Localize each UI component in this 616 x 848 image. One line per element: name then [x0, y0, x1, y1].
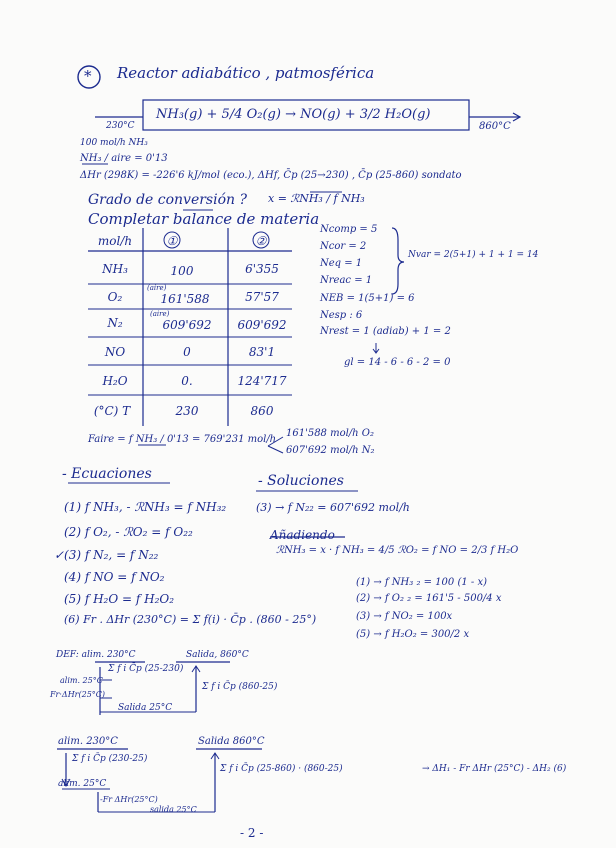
- faire-formula: Faire = f NH₃ / 0'13 = 769'231 mol/h: [88, 434, 277, 445]
- table-cell: 230: [175, 404, 199, 418]
- diagram1-feed-label: DEF: alim. 230°C: [56, 650, 136, 660]
- page-title: Reactor adiabático , patmosférica: [117, 64, 375, 82]
- dof-ncomp: Ncomp = 5: [320, 224, 378, 235]
- table-cell: 6'355: [245, 262, 279, 276]
- table-row-label: NO: [104, 345, 126, 359]
- dof-gl: gl = 14 - 6 - 6 - 2 = 0: [344, 357, 451, 368]
- diagram2-sum-left: Σ f i C̄p (230-25): [72, 754, 148, 764]
- table-cell-note: (aire): [150, 310, 170, 318]
- feed-spec: 100 mol/h NH₃: [80, 138, 148, 148]
- title-asterisk: *: [84, 67, 92, 85]
- soluciones-heading: - Soluciones: [258, 473, 344, 489]
- diagram1-bottom: Salida 25°C: [118, 703, 173, 713]
- equation-item: (1) f NH₃, - ℛNH₃ = f NH₃₂: [64, 500, 227, 514]
- table-cell: 161'588: [160, 292, 210, 306]
- diagram2-fr: -Fr ΔHr(25°C): [100, 795, 158, 804]
- table-row-label: N₂: [107, 316, 123, 330]
- diagram2-outlet-label: Salida 860°C: [198, 736, 265, 747]
- solution-line: (5) → f H₂O₂ = 300/2 x: [356, 629, 470, 640]
- diagram1-sum-right: Σ f i C̄p (860-25): [202, 682, 278, 692]
- faire-n2: 607'692 mol/h N₂: [286, 445, 375, 456]
- equation-item: (5) f H₂O = f H₂O₂: [64, 592, 175, 606]
- equation-item: (4) f NO = f NO₂: [64, 570, 165, 584]
- equation-item: ✓(3) f N₂, = f N₂₂: [54, 548, 159, 562]
- table-cell: 124'717: [237, 374, 287, 388]
- table-cell: 100: [170, 264, 194, 278]
- solution-line: (1) → f NH₃ ₂ = 100 (1 - x): [356, 577, 487, 588]
- table-row-label: NH₃: [102, 262, 128, 276]
- solution-n2: (3) → f N₂₂ = 607'692 mol/h: [256, 501, 410, 514]
- diagram1-sum-left: Σ f i C̄p (25-230): [108, 664, 184, 674]
- complete-balance: Completar balance de materia: [88, 210, 320, 228]
- dof-neb: NEB = 1(5+1) = 6: [320, 293, 415, 304]
- table-header-unit: mol/h: [97, 234, 133, 248]
- diagram2-feed-label: alim. 230°C: [58, 736, 118, 747]
- diagram2-sum-right: Σ f i C̄p (25-860) · (860-25): [220, 764, 343, 774]
- dof-ncor: Ncor = 2: [320, 241, 367, 252]
- dof-nreac: Nreac = 1: [320, 275, 373, 286]
- diagram1-fr: Fr·ΔHr(25°C): [50, 690, 106, 699]
- equation-item: (6) Fr . ΔHr (230°C) = Σ f(i) · C̄p . (860 - 25°): [64, 613, 317, 626]
- reaction-relation: ℛNH₃ = x · f NH₃ = 4/5 ℛO₂ = f NO = 2/3 f H₂O: [276, 545, 519, 556]
- table-cell: 860: [250, 404, 274, 418]
- enthalpy-data: ΔHr (298K) = -226'6 kJ/mol (eco.), ΔHf, C̄p (25→230) , C̄p (25-860) sondato: [80, 170, 462, 181]
- dof-neq: Neq = 1: [320, 258, 363, 269]
- dof-nvar: Nvar = 2(5+1) + 1 + 1 = 14: [408, 250, 539, 260]
- struck-word: Añadiendo: [270, 528, 335, 542]
- diagram2-alim25: alim. 25°C: [58, 779, 107, 789]
- solution-line: (2) → f O₂ ₂ = 161'5 - 500/4 x: [356, 593, 502, 604]
- air-ratio: NH₃ / aire = 0'13: [80, 153, 168, 164]
- diagram2-bottom: salida 25°C: [150, 805, 197, 814]
- diagram1-outlet-label: Salida, 860°C: [186, 650, 249, 660]
- outlet-temp: 860°C: [479, 121, 511, 132]
- table-row-label: (°C) T: [93, 404, 131, 418]
- solution-line: (3) → f NO₂ = 100x: [356, 611, 453, 622]
- dof-nesp: Nesp : 6: [320, 310, 363, 321]
- equation-item: (2) f O₂, - ℛO₂ = f O₂₂: [64, 525, 193, 539]
- diagram2-tail: → ΔH₁ - Fr ΔHr (25°C) - ΔH₂ (6): [422, 764, 567, 774]
- conversion-formula: x = ℛNH₃ / f NH₃: [268, 192, 365, 205]
- table-row-label: H₂O: [102, 374, 128, 388]
- conversion-question: Grado de conversión ?: [88, 192, 247, 208]
- page-number: - 2 -: [240, 826, 264, 840]
- table-cell-note: (aire): [147, 284, 167, 292]
- table-cell: 609'692: [162, 318, 212, 332]
- table-cell: 0.: [181, 374, 193, 388]
- table-row-label: O₂: [107, 290, 123, 304]
- table-cell: 57'57: [245, 290, 279, 304]
- table-header-stream-2: ②: [255, 234, 267, 248]
- faire-o2: 161'588 mol/h O₂: [286, 428, 374, 439]
- table-cell: 609'692: [237, 318, 287, 332]
- diagram1-alim25: alim. 25°C: [60, 676, 103, 685]
- dof-nrest: Nrest = 1 (adiab) + 1 = 2: [320, 326, 451, 337]
- table-cell: 83'1: [248, 345, 276, 359]
- ecuaciones-heading: - Ecuaciones: [62, 466, 152, 482]
- table-cell: 0: [183, 345, 191, 359]
- table-header-stream-1: ①: [166, 234, 178, 248]
- inlet-temp: 230°C: [106, 121, 135, 131]
- reaction-equation: NH₃(g) + 5/4 O₂(g) → NO(g) + 3/2 H₂O(g): [156, 107, 431, 122]
